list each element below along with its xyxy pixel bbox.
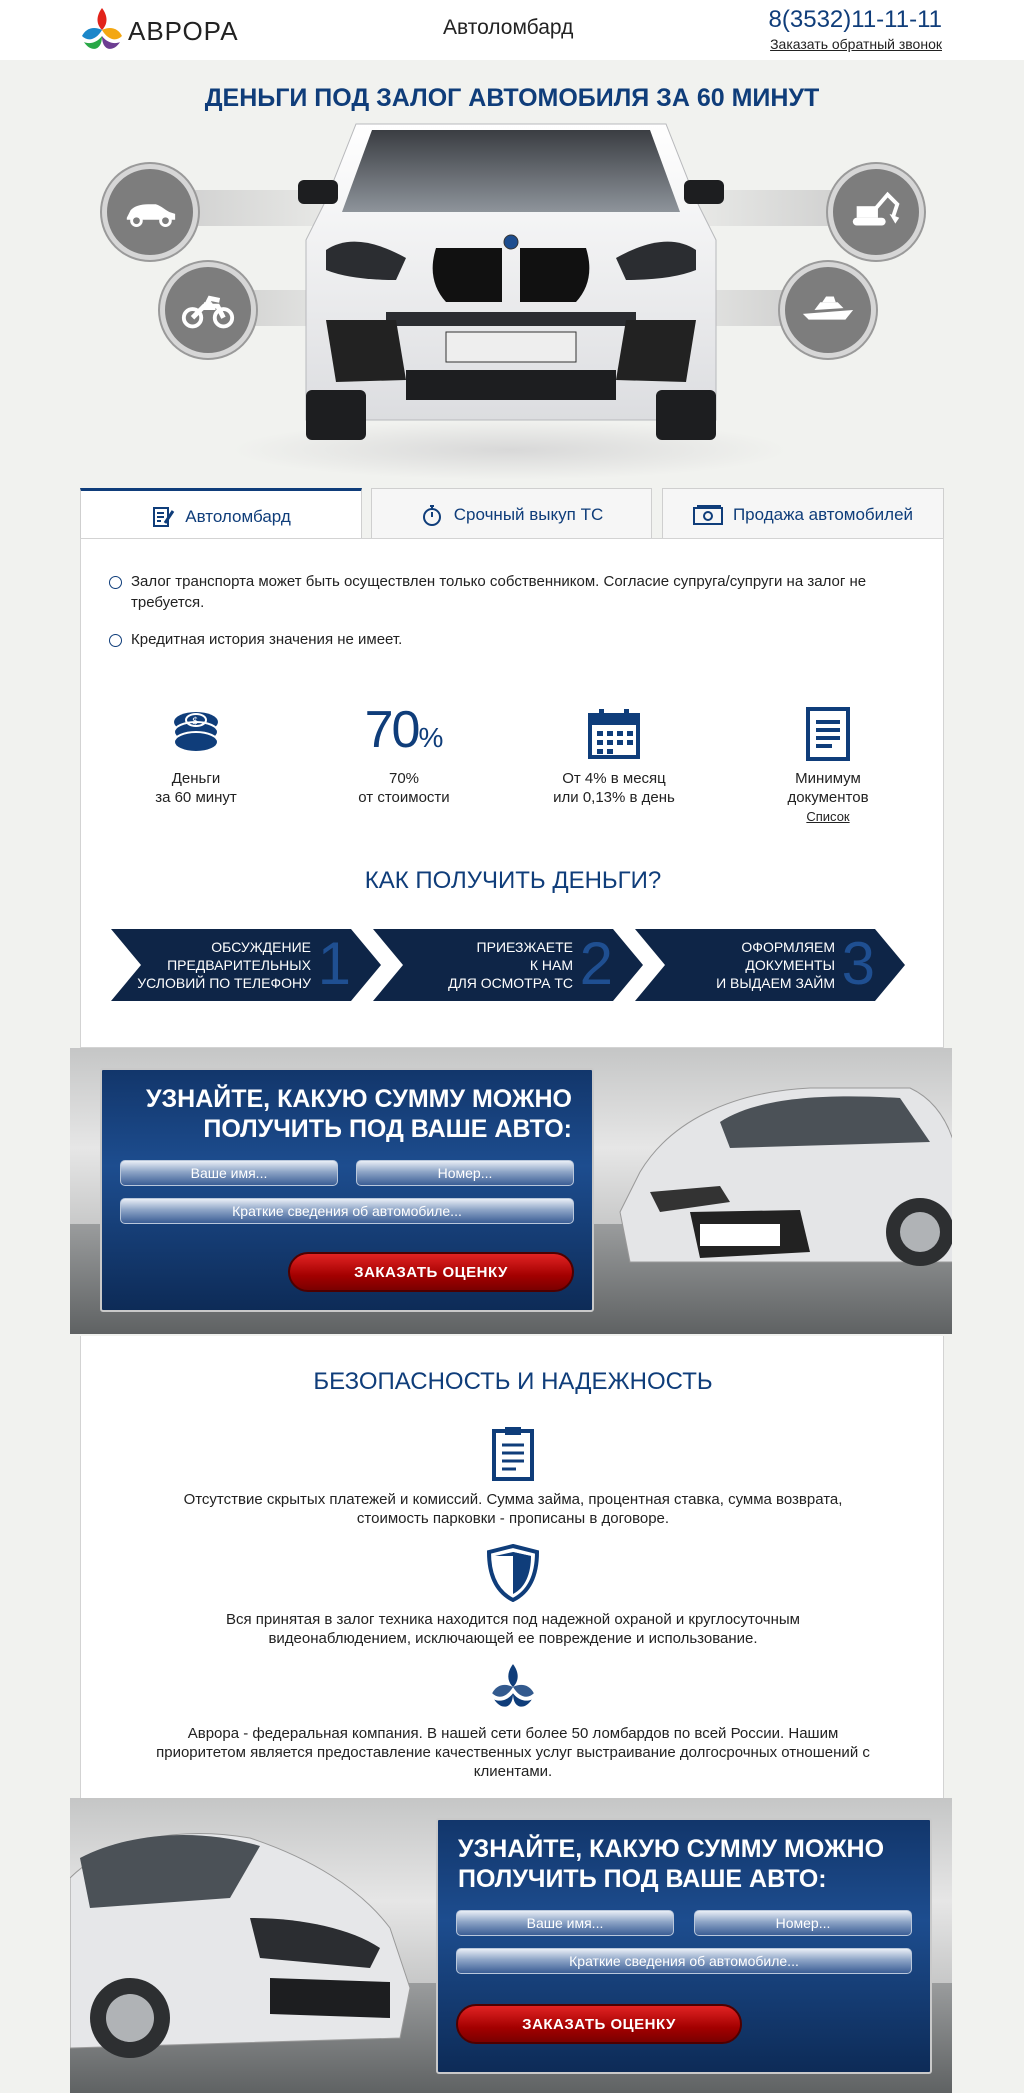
step-number: 2 [579, 930, 613, 997]
tab-label: Срочный выкуп ТС [453, 504, 604, 524]
safety-item: Вся принятая в залог техника находится под надежной охраной и круглосуточным видеонаблюдением, исключающей ее повреждение и использование. [101, 1542, 925, 1648]
steps [111, 929, 911, 1001]
tab-urgent-buyout[interactable] [371, 488, 652, 540]
feature-line: документов [787, 789, 869, 806]
bullet-item: Кредитная история значения не имеет. [109, 629, 909, 650]
tab-label: Автоломбард [185, 506, 291, 526]
aurora-logo-icon [488, 1662, 538, 1712]
coins-icon [168, 706, 224, 762]
vehicle-car-circle [102, 164, 198, 260]
feature-line: 70% [388, 770, 420, 787]
logo[interactable] [78, 6, 248, 54]
safety-section [80, 1336, 944, 1798]
feature-rate [519, 699, 709, 807]
step-text: ОБСУЖДЕНИЕ ПРЕДВАРИТЕЛЬНЫХ УСЛОВИЙ ПО ТЕЛЕФОНУ [137, 939, 311, 991]
tab-autolombard[interactable] [80, 488, 362, 542]
header-title: Автоломбард [443, 16, 574, 39]
yacht-icon [799, 281, 857, 339]
feature-line: за 60 минут [155, 789, 237, 806]
bullet-item: Залог транспорта может быть осуществлен только собственником. Согласие супруга/супруги на залог не требуется. [109, 571, 909, 613]
feature-money [101, 699, 291, 807]
features [81, 699, 945, 839]
feature-line: от стоимости [358, 789, 450, 806]
safety-item: Отсутствие скрытых платежей и комиссий. Сумма займа, процентная ставка, сумма возврата, стоимость парковки - прописаны в договоре. [101, 1422, 925, 1528]
order-estimate-button[interactable]: ЗАКАЗАТЬ ОЦЕНКУ [288, 1252, 574, 1292]
header [0, 0, 1024, 60]
feature-documents [733, 699, 923, 826]
feature-line: Деньги [171, 770, 221, 787]
safety-title: БЕЗОПАСНОСТЬ И НАДЕЖНОСТЬ [313, 1368, 713, 1395]
step-text: ПРИЕЗЖАЕТЕ К НАМ ДЛЯ ОСМОТРА ТС [448, 939, 573, 991]
car-info-input[interactable]: Краткие сведения об автомобиле... [456, 1948, 912, 1974]
stopwatch-icon [420, 503, 444, 527]
estimate-banner-1 [70, 1048, 952, 1334]
tab-label: Продажа автомобилей [732, 504, 914, 524]
car-icon [121, 183, 179, 241]
aurora-logo-icon [78, 6, 126, 54]
step-number: 3 [841, 930, 875, 997]
phone-input[interactable]: Номер... [694, 1910, 912, 1936]
name-input[interactable]: Ваше имя... [120, 1160, 338, 1186]
step-text: ОФОРМЛЯЕМ ДОКУМЕНТЫ И ВЫДАЕМ ЗАЙМ [716, 939, 835, 991]
estimate-form-2 [436, 1818, 932, 2074]
hero-car-image [296, 120, 726, 450]
vehicle-excavator-circle [828, 164, 924, 260]
step-number: 1 [317, 930, 351, 997]
form-title: УЗНАЙТЕ, КАКУЮ СУММУ МОЖНО ПОЛУЧИТЬ ПОД ВАШЕ АВТО: [458, 1835, 885, 1893]
tabs [80, 488, 944, 540]
money-icon [693, 504, 723, 526]
tab-car-sales[interactable] [662, 488, 944, 540]
name-input[interactable]: Ваше имя... [456, 1910, 674, 1936]
clipboard-icon [491, 1425, 535, 1481]
vehicle-moto-circle [160, 262, 256, 358]
svg-text:$: $ [192, 716, 199, 727]
vehicle-yacht-circle [780, 262, 876, 358]
step-1 [111, 929, 381, 1001]
safety-item: Аврора - федеральная компания. В нашей сети более 50 ломбардов по всей России. Нашим приоритетом является предоставление качественных услуг выстраивание долгосрочных отношений с клиентами. [101, 1656, 925, 1781]
step-3 [635, 929, 905, 1001]
car-info-input[interactable]: Краткие сведения об автомобиле... [120, 1198, 574, 1224]
callback-link[interactable]: Заказать обратный звонок [770, 36, 942, 52]
document-edit-icon [151, 505, 175, 529]
toyota-car-image [70, 1818, 430, 2068]
bullet-list [109, 571, 909, 666]
order-estimate-button[interactable]: ЗАКАЗАТЬ ОЦЕНКУ [456, 2004, 742, 2044]
form-title: УЗНАЙТЕ, КАКУЮ СУММУ МОЖНО ПОЛУЧИТЬ ПОД ВАШЕ АВТО: [145, 1085, 572, 1143]
estimate-form-1 [100, 1068, 594, 1312]
phone-input[interactable]: Номер... [356, 1160, 574, 1186]
logo-text: АВРОРА [128, 16, 239, 46]
audi-car-image [610, 1062, 952, 1292]
estimate-banner-2 [70, 1798, 952, 2093]
feature-line: От 4% в месяц [562, 770, 666, 787]
hero-title: ДЕНЬГИ ПОД ЗАЛОГ АВТОМОБИЛЯ ЗА 60 МИНУТ [204, 84, 820, 112]
feature-percent [309, 699, 499, 807]
motorcycle-icon [179, 281, 237, 339]
feature-line: Минимум [795, 770, 861, 787]
calendar-icon [587, 707, 641, 761]
hero [0, 120, 1024, 480]
phone-number[interactable]: 8(3532)11-11-11 [768, 6, 942, 33]
feature-line: или 0,13% в день [553, 789, 675, 806]
how-title: КАК ПОЛУЧИТЬ ДЕНЬГИ? [364, 867, 662, 894]
excavator-icon [847, 183, 905, 241]
shield-icon [487, 1544, 539, 1602]
tab-panel [80, 538, 944, 1048]
big-percent-value: 70% [364, 701, 444, 759]
documents-list-link[interactable]: Список [806, 809, 850, 824]
document-icon [805, 706, 851, 762]
step-2 [373, 929, 643, 1001]
